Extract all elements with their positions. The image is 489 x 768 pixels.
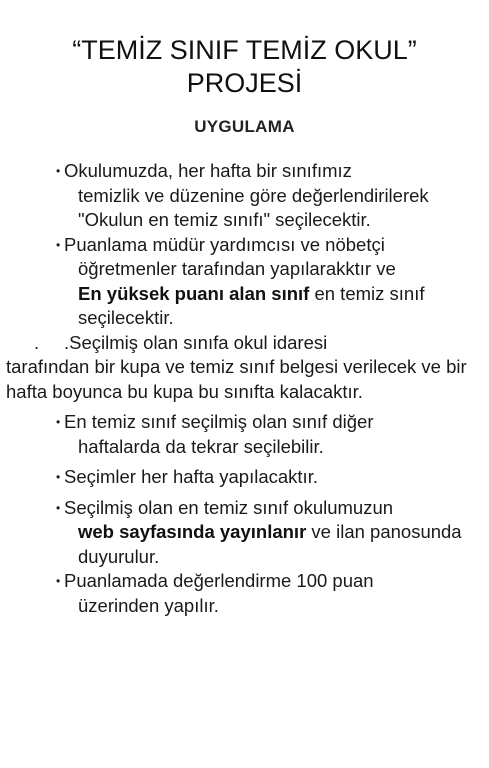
emphasis-text: En yüksek puanı alan sınıf [78,282,310,304]
emphasis-text: web sayfasında yayınlanır [78,521,307,542]
list-item-text [78,520,469,569]
bullet-icon: • [56,470,61,484]
list-item-text [8,331,469,356]
list-item-text: Puanlama müdür yardımcısı ve nöbetçi [64,233,385,255]
list-item-text: tarafından bir kupa ve temiz sınıf belgesi verilecek ve bir hafta boyunca bu kupa bu sınıfta kalacaktır. [6,356,467,402]
list-item [0,465,489,490]
title-line-2: PROJESİ [186,68,303,98]
bullet-icon: • [56,164,61,178]
bullet-icon: • [56,500,61,515]
list-item [0,410,489,459]
bullet-icon: • [56,237,61,252]
list-item [0,496,489,570]
section-heading: UYGULAMA [194,117,295,136]
list-item-text: Seçimler her hafta yapılacaktır. [64,466,318,487]
list-item-text: ve ilan panosunda duyurulur. [78,521,462,567]
bullet-icon: • [56,574,61,588]
list-item [0,331,489,405]
list-item-text: öğretmenler tarafından yapılarakktır ve [78,258,396,279]
list-item-text: Seçilmiş olan en temiz sınıf okulumuzun [64,496,394,518]
list-item [0,569,489,618]
list-item-text: .Seçilmiş olan sınıfa okul idaresi [64,331,328,353]
list-item-text [78,282,469,331]
list-item-text: üzerinden yapılır. [78,594,219,616]
list-item [0,233,489,331]
title-line-1: “TEMİZ SINIF TEMİZ OKUL” [72,35,417,65]
list-item-text: temizlik ve düzenine göre değerlendirilerek "Okulun en temiz sınıfı" seçilecektir. [78,184,429,230]
bullet-icon: • [56,415,61,429]
bullet-list [0,159,489,618]
stray-dot: . [34,331,40,353]
list-item-text: en temiz sınıf seçilecektir. [78,282,425,328]
list-item [0,159,489,233]
list-item-text: Okulumuzda, her hafta bir sınıfımız [64,160,352,181]
page-title [0,34,489,100]
list-item-text: Puanlamada değerlendirme 100 puan [64,570,374,591]
list-item-text: haftalarda da tekrar seçilebilir. [78,435,324,457]
list-item-text: En temiz sınıf seçilmiş olan sınıf diğer [64,411,374,432]
